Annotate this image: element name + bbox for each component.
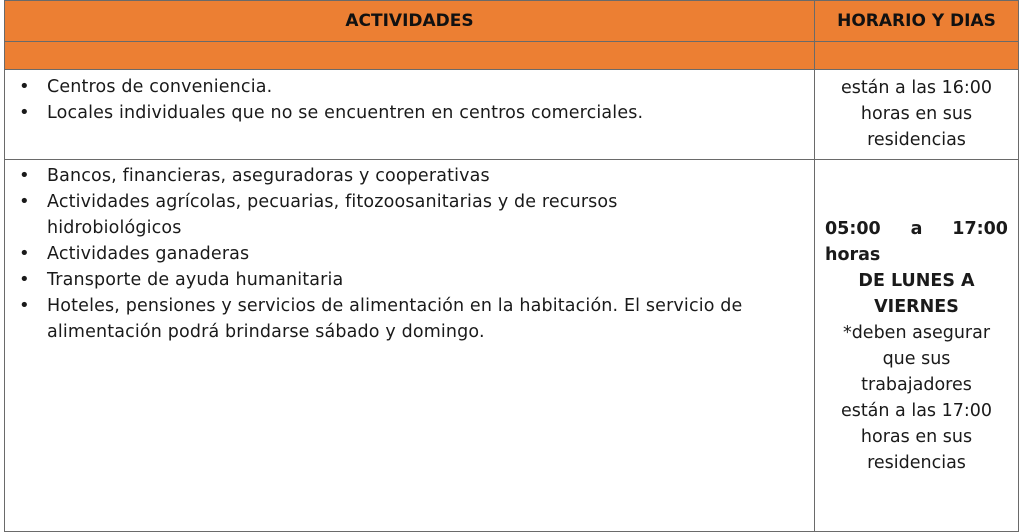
schedule-line: horas en sus <box>860 104 973 124</box>
time-unit: horas <box>825 245 881 265</box>
schedule-line: están a las 16:00 <box>840 78 993 98</box>
activities-schedule-table <box>4 0 1019 532</box>
schedule-line: residencias <box>867 130 966 150</box>
list-item: • Locales individuales que no se encuentren en centros comerciales. <box>5 100 814 126</box>
list-item: • Hoteles, pensiones y servicios de alimentación en la habitación. El servicio de alimentación podrá brindarse sábado y domingo. <box>5 293 814 345</box>
list-item: • Actividades ganaderas <box>5 241 814 267</box>
time-separator: a <box>910 219 923 239</box>
time-end: 17:00 <box>952 219 1008 239</box>
list-item: • Transporte de ayuda humanitaria <box>5 267 814 293</box>
schedule-cell <box>815 160 1019 532</box>
note-line: residencias <box>867 453 966 473</box>
note-line: *deben asegurar <box>842 323 991 343</box>
activity-list <box>5 160 814 345</box>
activity-list <box>5 70 814 126</box>
header-spacer-row <box>5 42 1019 70</box>
table-header-row <box>5 1 1019 42</box>
table-row <box>5 70 1019 160</box>
header-spacer-cell <box>815 42 1019 70</box>
note-line: horas en sus <box>860 427 973 447</box>
activities-cell <box>5 70 815 160</box>
note-line: que sus <box>882 349 951 369</box>
header-schedule: HORARIO Y DIAS <box>815 1 1019 42</box>
days-line: DE LUNES A <box>858 271 975 291</box>
time-range <box>815 216 1018 242</box>
header-spacer-cell <box>5 42 815 70</box>
list-item: • Bancos, financieras, aseguradoras y cooperativas <box>5 163 814 189</box>
time-start: 05:00 <box>825 219 881 239</box>
list-item: • Centros de conveniencia. <box>5 74 814 100</box>
days-line: VIERNES <box>874 297 959 317</box>
table-row <box>5 160 1019 532</box>
note-line: están a las 17:00 <box>840 401 993 421</box>
schedule-cell <box>815 70 1019 160</box>
header-activities: ACTIVIDADES <box>5 1 815 42</box>
activities-cell <box>5 160 815 532</box>
note-line: trabajadores <box>861 375 972 395</box>
list-item: • Actividades agrícolas, pecuarias, fitozoosanitarias y de recursos hidrobiológicos <box>5 189 814 241</box>
